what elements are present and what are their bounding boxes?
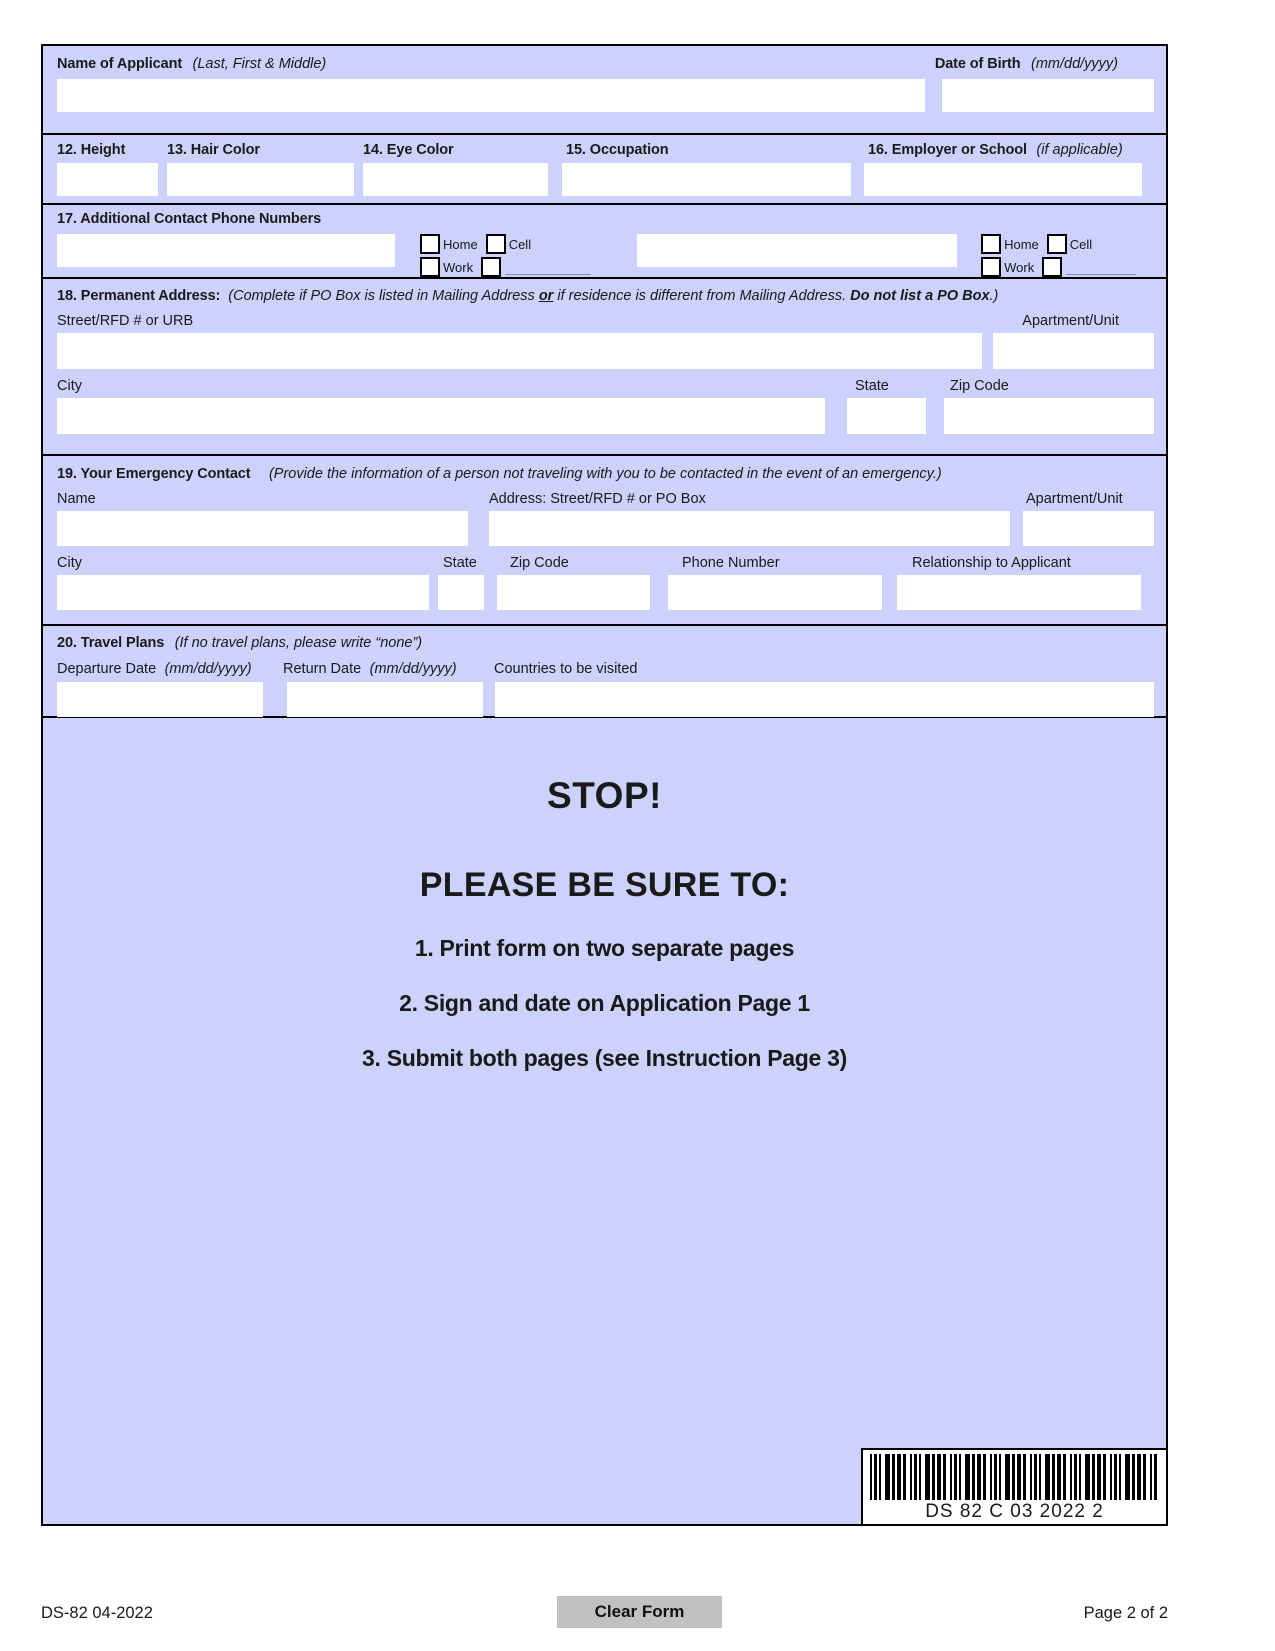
stop-subtitle: PLEASE BE SURE TO:: [419, 866, 790, 904]
departure-date-input[interactable]: [57, 682, 263, 717]
phone-2-cell-checkbox[interactable]: [1047, 234, 1067, 254]
phone-1-type-group: [420, 234, 591, 277]
permanent-apartment-label: Apartment/Unit: [1022, 313, 1119, 329]
permanent-apartment-input[interactable]: [993, 333, 1154, 369]
section-emergency-contact: [43, 456, 1166, 626]
name-of-applicant-input[interactable]: [57, 79, 925, 112]
permanent-street-input[interactable]: [57, 333, 982, 369]
occupation-input[interactable]: [562, 163, 851, 196]
return-date-input[interactable]: [287, 682, 483, 717]
stop-title: STOP!: [547, 775, 662, 816]
departure-date-label: Departure Date (mm/dd/yyyy): [57, 661, 252, 677]
section-stop-notice: [43, 775, 1166, 1524]
permanent-address-note-end: .): [989, 288, 999, 304]
emergency-contact-note: (Provide the information of a person not traveling with you to be contacted in the event of an emergency.): [268, 466, 942, 482]
form-sheet: [41, 44, 1168, 1526]
permanent-address-heading-text: 18. Permanent Address:: [57, 288, 221, 304]
return-date-label: Return Date (mm/dd/yyyy): [283, 661, 457, 677]
phone-2-other-checkbox[interactable]: [1042, 257, 1062, 277]
permanent-address-note-or: or: [538, 288, 554, 304]
emergency-address-label: Address: Street/RFD # or PO Box: [489, 491, 706, 507]
height-label: 12. Height: [57, 142, 126, 158]
section-permanent-address: [43, 279, 1166, 456]
eye-color-label: 14. Eye Color: [363, 142, 454, 158]
form-id-label: DS-82 04-2022: [41, 1604, 153, 1622]
barcode: [861, 1448, 1168, 1526]
emergency-city-label: City: [57, 555, 82, 571]
employer-school-input[interactable]: [864, 163, 1142, 196]
eye-color-input[interactable]: [363, 163, 548, 196]
hair-color-input[interactable]: [167, 163, 354, 196]
emergency-contact-heading: [57, 465, 1154, 483]
emergency-zip-input[interactable]: [497, 575, 650, 610]
employer-school-label: 16. Employer or School (if applicable): [868, 142, 1123, 158]
travel-plans-heading: [57, 634, 1154, 652]
permanent-address-note-bold: Do not list a PO Box: [850, 288, 990, 304]
permanent-address-note-b: if residence is different from Mailing Address.: [553, 288, 851, 304]
phone-1-other-input-rule[interactable]: [505, 260, 591, 275]
section-physical-description: [43, 135, 1166, 205]
phone-1-cell-label: Cell: [508, 236, 532, 252]
permanent-address-note-a: (Complete if PO Box is listed in Mailing Address: [228, 288, 539, 304]
phone-2-other-input-rule[interactable]: [1066, 260, 1136, 275]
phone-2-work-label: Work: [1004, 259, 1035, 275]
clear-form-button[interactable]: Clear Form: [557, 1596, 722, 1628]
stop-instruction-item: 3. Submit both pages (see Instruction Page 3): [362, 1045, 847, 1071]
emergency-city-input[interactable]: [57, 575, 429, 610]
emergency-relationship-input[interactable]: [897, 575, 1141, 610]
height-input[interactable]: [57, 163, 158, 196]
barcode-label: DS 82 C 03 2022 2: [925, 1501, 1104, 1522]
name-of-applicant-label: [57, 55, 326, 73]
stop-instruction-list: [43, 935, 1166, 1072]
permanent-state-label: State: [855, 378, 889, 394]
emergency-apartment-label: Apartment/Unit: [1026, 491, 1123, 507]
travel-plans-heading-text: 20. Travel Plans: [57, 635, 165, 651]
phone-2-work-checkbox[interactable]: [981, 257, 1001, 277]
additional-phones-heading: 17. Additional Contact Phone Numbers: [57, 211, 322, 227]
phone-2-input[interactable]: [637, 234, 957, 267]
phone-1-cell-checkbox[interactable]: [486, 234, 506, 254]
section-travel-plans: [43, 626, 1166, 718]
dob-hint-text: (mm/dd/yyyy): [1031, 56, 1118, 72]
emergency-relationship-label: Relationship to Applicant: [912, 555, 1071, 571]
occupation-label: 15. Occupation: [566, 142, 669, 158]
phone-2-cell-label: Cell: [1069, 236, 1093, 252]
permanent-zip-input[interactable]: [944, 398, 1154, 434]
emergency-apartment-input[interactable]: [1023, 511, 1154, 546]
travel-plans-note: (If no travel plans, please write “none”): [174, 635, 423, 651]
phone-2-type-group: [981, 234, 1136, 277]
emergency-address-input[interactable]: [489, 511, 1010, 546]
phone-2-home-checkbox[interactable]: [981, 234, 1001, 254]
emergency-phone-input[interactable]: [668, 575, 882, 610]
page-indicator-label: Page 2 of 2: [1083, 1604, 1168, 1622]
countries-visited-label: Countries to be visited: [494, 661, 638, 677]
hair-color-label: 13. Hair Color: [167, 142, 260, 158]
emergency-phone-label: Phone Number: [682, 555, 780, 571]
name-label-text: Name of Applicant: [57, 56, 183, 72]
emergency-contact-heading-text: 19. Your Emergency Contact: [57, 466, 251, 482]
permanent-state-input[interactable]: [847, 398, 926, 434]
phone-1-home-checkbox[interactable]: [420, 234, 440, 254]
phone-1-work-checkbox[interactable]: [420, 257, 440, 277]
section-additional-phones: [43, 205, 1166, 279]
phone-1-input[interactable]: [57, 234, 395, 267]
name-hint-text: (Last, First & Middle): [192, 56, 327, 72]
section-name-dob: [43, 46, 1166, 135]
stop-instruction-item: 2. Sign and date on Application Page 1: [399, 990, 810, 1016]
phone-1-work-label: Work: [443, 259, 474, 275]
phone-2-home-label: Home: [1004, 236, 1039, 252]
phone-1-home-label: Home: [443, 236, 478, 252]
countries-visited-input[interactable]: [495, 682, 1154, 717]
emergency-state-input[interactable]: [438, 575, 484, 610]
date-of-birth-input[interactable]: [942, 79, 1154, 112]
permanent-city-input[interactable]: [57, 398, 825, 434]
emergency-zip-label: Zip Code: [510, 555, 569, 571]
emergency-name-input[interactable]: [57, 511, 468, 546]
permanent-street-label: Street/RFD # or URB: [57, 313, 194, 329]
page-footer: [41, 1596, 1168, 1636]
stop-instruction-item: 1. Print form on two separate pages: [414, 935, 795, 961]
emergency-name-label: Name: [57, 491, 96, 507]
emergency-state-label: State: [443, 555, 477, 571]
barcode-bars: [870, 1454, 1159, 1500]
permanent-address-heading: [57, 287, 1154, 305]
date-of-birth-label: [935, 55, 1118, 73]
permanent-city-label: City: [57, 378, 82, 394]
phone-1-other-checkbox[interactable]: [481, 257, 501, 277]
permanent-zip-label: Zip Code: [950, 378, 1009, 394]
dob-label-text: Date of Birth: [934, 56, 1021, 72]
